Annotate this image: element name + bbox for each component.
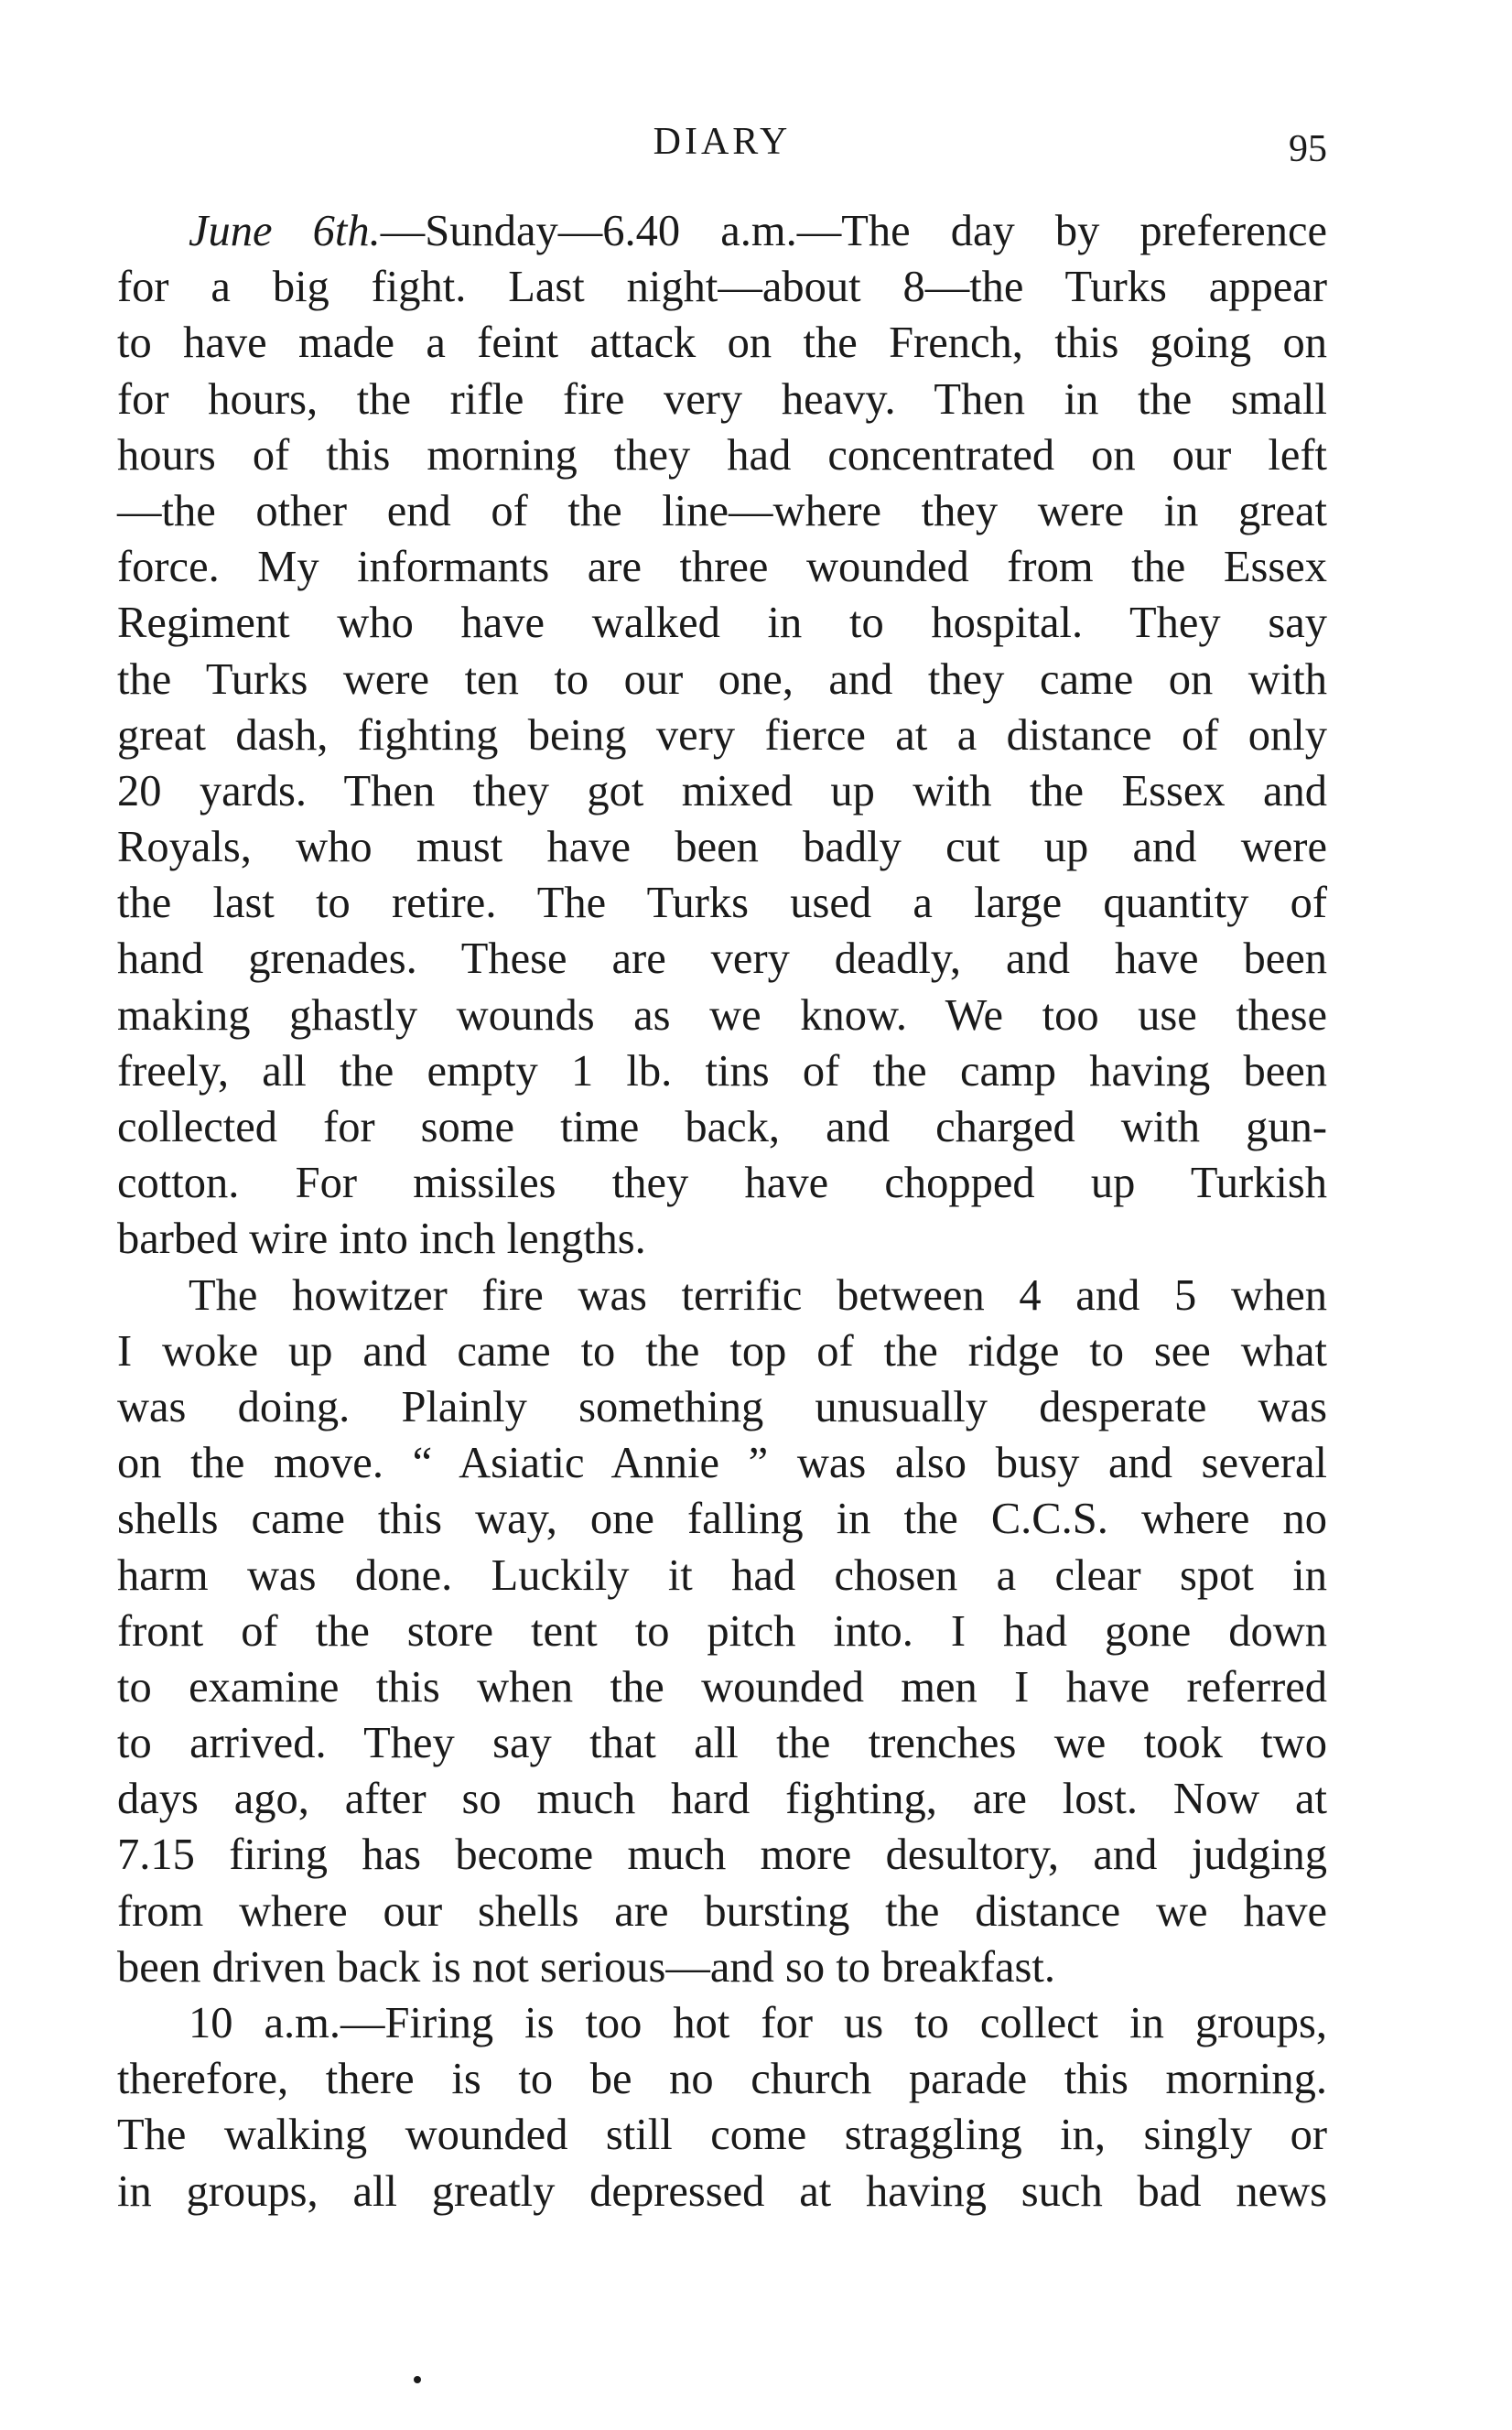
- text-line: force. My informants are three wounded from the Essex: [117, 543, 1327, 592]
- text-line: therefore, there is to be no church parade this morning.: [117, 2055, 1327, 2104]
- entry-date: June 6th.: [189, 207, 381, 255]
- text-line: —the other end of the line—where they were in great: [117, 486, 1327, 535]
- text-line: collected for some time back, and charged with gun-: [117, 1103, 1327, 1151]
- paragraph-june-6th: [117, 203, 1327, 1268]
- text-line: freely, all the empty 1 lb. tins of the camp having been: [117, 1046, 1327, 1096]
- text-line: 7.15 firing has become much more desultory, and judging: [117, 1831, 1327, 1880]
- text-line: I woke up and came to the top of the ridge to see what: [117, 1326, 1327, 1376]
- running-head: [117, 114, 1327, 169]
- text-line: been driven back is not serious—and so to breakfast.: [117, 1942, 1055, 1992]
- text-line: from where our shells are bursting the distance we have: [117, 1886, 1327, 1936]
- text-line: Royals, who must have been badly cut up and were: [117, 823, 1327, 872]
- text-line: for hours, the rifle fire very heavy. Then in the small: [117, 374, 1327, 424]
- ink-speck: [414, 2376, 421, 2383]
- text-line: 10 a.m.—Firing is too hot for us to collect in groups,: [189, 1999, 1327, 2047]
- text-line: The walking wounded still come straggling in, singly or: [117, 2111, 1327, 2160]
- text-line: the last to retire. The Turks used a large quantity of: [117, 879, 1327, 928]
- text-line: the Turks were ten to our one, and they came on with: [117, 654, 1327, 704]
- running-title: DIARY: [653, 121, 792, 163]
- text-line: was doing. Plainly something unusually desperate was: [117, 1382, 1327, 1431]
- text-line: great dash, fighting being very fierce at a distance of only: [117, 710, 1327, 760]
- text-line: [117, 203, 1327, 259]
- text-line: 20 yards. Then they got mixed up with the Essex and: [117, 766, 1327, 815]
- text-line: making ghastly wounds as we know. We too use these: [117, 990, 1327, 1040]
- text-line: cotton. For missiles they have chopped up Turkish: [117, 1159, 1327, 1208]
- text-line: to examine this when the wounded men I have referred: [117, 1662, 1327, 1712]
- body-text: [117, 203, 1327, 2219]
- text-line: barbed wire into inch lengths.: [117, 1215, 646, 1264]
- text-line: on the move. “ Asiatic Annie ” was also busy and several: [117, 1439, 1327, 1488]
- text-line: harm was done. Luckily it had chosen a clear spot in: [117, 1550, 1327, 1600]
- paragraph-ten-am: [117, 1995, 1327, 2219]
- text-line: days ago, after so much hard fighting, are lost. Now at: [117, 1775, 1327, 1824]
- text-line: to arrived. They say that all the trenches we took two: [117, 1719, 1327, 1768]
- text-line: for a big fight. Last night—about 8—the Turks appear: [117, 263, 1327, 312]
- text-line: Regiment who have walked in to hospital. They say: [117, 599, 1327, 648]
- text-line: hand grenades. These are very deadly, and have been: [117, 934, 1327, 984]
- text-line-content: —Sunday—6.40 a.m.—The day by preference: [380, 207, 1327, 255]
- text-line: in groups, all greatly depressed at having such bad news: [117, 2166, 1327, 2216]
- page-number: 95: [1289, 128, 1327, 170]
- text-line: front of the store tent to pitch into. I had gone down: [117, 1606, 1327, 1656]
- text-line: The howitzer fire was terrific between 4 and 5 when: [189, 1270, 1327, 1320]
- text-line: shells came this way, one falling in the C.C.S. where no: [117, 1495, 1327, 1544]
- text-line: to have made a feint attack on the French, this going on: [117, 319, 1327, 368]
- paragraph-howitzer-fire: [117, 1268, 1327, 1995]
- text-line: hours of this morning they had concentrated on our left: [117, 430, 1327, 480]
